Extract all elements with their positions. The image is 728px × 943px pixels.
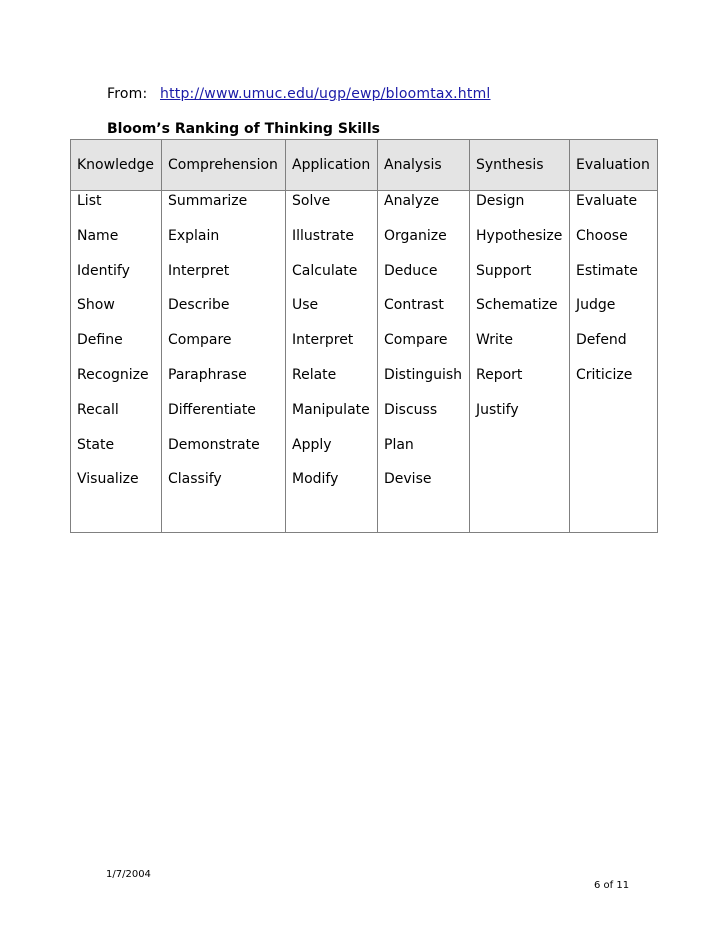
- footer-date: 1/7/2004: [106, 869, 151, 880]
- bloom-taxonomy-table: [70, 139, 658, 533]
- table-cell: Estimate: [570, 261, 658, 296]
- table-cell: Plan: [378, 435, 470, 470]
- table-cell: Contrast: [378, 295, 470, 330]
- table-body: [71, 191, 658, 533]
- table-cell: Recall: [71, 400, 162, 435]
- table-row: [71, 295, 658, 330]
- table-cell: Paraphrase: [162, 365, 286, 400]
- table-cell: [570, 469, 658, 504]
- table-cell: [570, 504, 658, 533]
- table-cell: Summarize: [162, 191, 286, 226]
- table-cell: Manipulate: [286, 400, 378, 435]
- table-cell: Visualize: [71, 469, 162, 504]
- table-cell: Write: [470, 330, 570, 365]
- table-cell: Support: [470, 261, 570, 296]
- table-row: [71, 365, 658, 400]
- table-cell: State: [71, 435, 162, 470]
- table-cell: Choose: [570, 226, 658, 261]
- column-header: Evaluation: [570, 140, 658, 191]
- table-cell: [378, 504, 470, 533]
- table-cell: Apply: [286, 435, 378, 470]
- table-cell: Relate: [286, 365, 378, 400]
- column-header: Knowledge: [71, 140, 162, 191]
- column-header: Synthesis: [470, 140, 570, 191]
- table-row: [71, 191, 658, 226]
- table-cell: Classify: [162, 469, 286, 504]
- table-cell: Analyze: [378, 191, 470, 226]
- table-cell: Define: [71, 330, 162, 365]
- table-cell: Use: [286, 295, 378, 330]
- table-cell: Distinguish: [378, 365, 470, 400]
- table-cell: [470, 469, 570, 504]
- source-line: [107, 86, 491, 102]
- table-cell: Name: [71, 226, 162, 261]
- table-row: [71, 435, 658, 470]
- table-cell: [286, 504, 378, 533]
- column-header: Comprehension: [162, 140, 286, 191]
- column-header: Analysis: [378, 140, 470, 191]
- table-cell: Schematize: [470, 295, 570, 330]
- table-cell: Judge: [570, 295, 658, 330]
- table-cell: Modify: [286, 469, 378, 504]
- table-cell: Identify: [71, 261, 162, 296]
- table-row: [71, 400, 658, 435]
- table-cell: Justify: [470, 400, 570, 435]
- table-cell: Illustrate: [286, 226, 378, 261]
- column-header: Application: [286, 140, 378, 191]
- table-cell: Evaluate: [570, 191, 658, 226]
- table-row: [71, 226, 658, 261]
- table-cell: [570, 435, 658, 470]
- table-row: [71, 330, 658, 365]
- table-cell: Discuss: [378, 400, 470, 435]
- table-cell: [162, 504, 286, 533]
- table-cell: Report: [470, 365, 570, 400]
- table-cell: Deduce: [378, 261, 470, 296]
- table-row: [71, 261, 658, 296]
- table-cell: Describe: [162, 295, 286, 330]
- table-cell: Demonstrate: [162, 435, 286, 470]
- table-cell: [470, 504, 570, 533]
- table-cell: Compare: [162, 330, 286, 365]
- table-cell: Interpret: [286, 330, 378, 365]
- source-label: From:: [107, 86, 148, 102]
- table-cell: Calculate: [286, 261, 378, 296]
- table-cell: Compare: [378, 330, 470, 365]
- table-cell: [570, 400, 658, 435]
- table-header-row: [71, 140, 658, 191]
- table-cell: Hypothesize: [470, 226, 570, 261]
- table-cell: [71, 504, 162, 533]
- footer-page-number: 6 of 11: [594, 880, 630, 891]
- document-title: Bloom’s Ranking of Thinking Skills: [107, 121, 380, 137]
- table-cell: Design: [470, 191, 570, 226]
- table-cell: List: [71, 191, 162, 226]
- table-cell: Defend: [570, 330, 658, 365]
- table-cell: Solve: [286, 191, 378, 226]
- table-row: [71, 469, 658, 504]
- table-cell: Differentiate: [162, 400, 286, 435]
- source-link[interactable]: http://www.umuc.edu/ugp/ewp/bloomtax.html: [160, 86, 491, 102]
- table-cell: Show: [71, 295, 162, 330]
- table-cell: Explain: [162, 226, 286, 261]
- table-cell: [470, 435, 570, 470]
- table-cell: Interpret: [162, 261, 286, 296]
- table-cell: Organize: [378, 226, 470, 261]
- table-cell: Criticize: [570, 365, 658, 400]
- table-cell: Devise: [378, 469, 470, 504]
- table-cell: Recognize: [71, 365, 162, 400]
- table-row: [71, 504, 658, 533]
